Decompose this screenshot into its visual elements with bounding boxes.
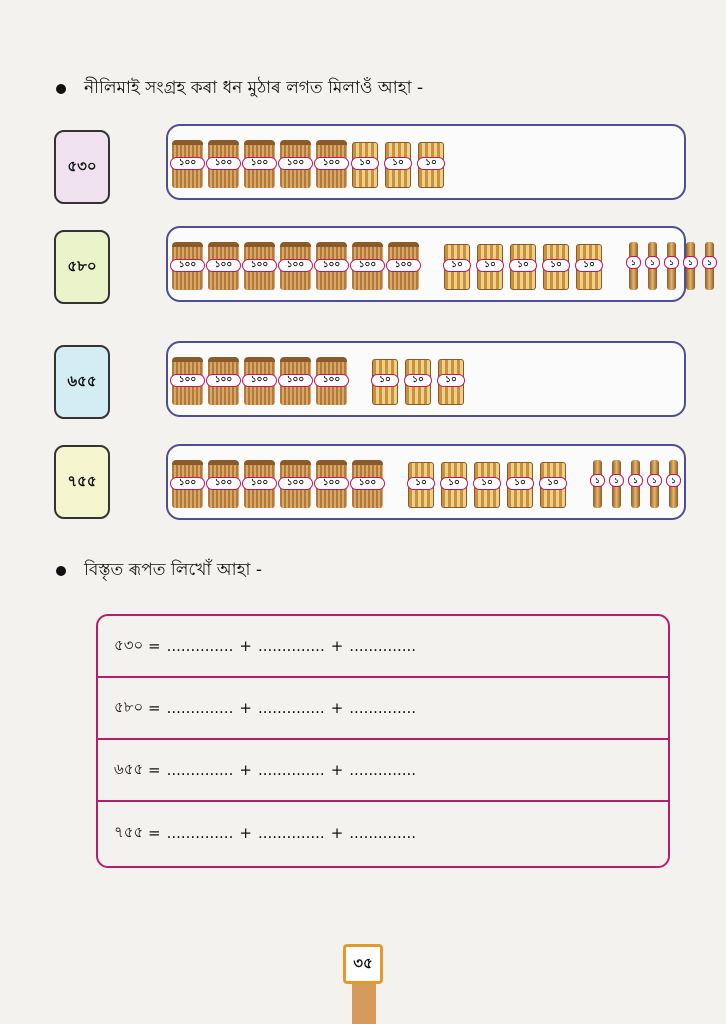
hundred-bundle <box>208 140 239 188</box>
ten-bundle <box>441 462 467 508</box>
blank-hundreds[interactable]: .............. <box>166 637 234 655</box>
hundred-bundle <box>172 242 203 290</box>
hundred-bundle-label: ১০০ <box>170 477 205 490</box>
hundred-bundle <box>280 357 311 405</box>
single-stick <box>686 242 695 290</box>
ten-bundle <box>372 359 398 405</box>
ten-bundle <box>408 462 434 508</box>
hundred-bundle <box>244 460 275 508</box>
plus-sign: + <box>239 761 252 779</box>
hundred-bundle-label: ১০০ <box>314 157 349 170</box>
ten-bundle-label: ১০ <box>437 374 465 387</box>
ten-bundle-label: ১০ <box>539 477 567 490</box>
single-stick-label: ১ <box>628 474 643 487</box>
ten-bundle <box>477 244 503 290</box>
single-stick <box>648 242 657 290</box>
ten-bundle-label: ১০ <box>384 157 412 170</box>
hundred-bundle <box>316 460 347 508</box>
single-stick <box>705 242 714 290</box>
row-number: ৭৫৫ <box>114 822 144 841</box>
equals-sign: = <box>148 824 161 842</box>
number-tile[interactable]: ৫৩০ <box>54 130 110 204</box>
hundred-bundle-label: ১০০ <box>314 477 349 490</box>
hundred-bundle-label: ১০০ <box>170 374 205 387</box>
hundred-bundle-label: ১০০ <box>278 157 313 170</box>
blank-hundreds[interactable]: .............. <box>166 699 234 717</box>
hundred-bundle <box>244 242 275 290</box>
ten-bundle-label: ১০ <box>509 259 537 272</box>
plus-sign: + <box>330 637 344 655</box>
hundred-bundle <box>316 357 347 405</box>
single-stick <box>612 460 621 508</box>
single-stick-label: ১ <box>645 256 660 269</box>
single-stick-label: ১ <box>666 474 681 487</box>
row-number: ৬৫৫ <box>114 759 144 778</box>
bundle-group <box>172 456 688 508</box>
bullet-dot <box>56 84 66 94</box>
hundred-bundle-label: ১০০ <box>242 157 277 170</box>
hundred-bundle <box>172 357 203 405</box>
ten-bundle <box>385 142 411 188</box>
hundred-bundle-label: ১০০ <box>350 477 385 490</box>
bundle-box[interactable] <box>166 226 713 302</box>
ten-bundle-label: ১০ <box>542 259 570 272</box>
plus-sign: + <box>239 637 252 655</box>
blank-tens[interactable]: .............. <box>257 637 325 655</box>
plus-sign: + <box>330 761 344 779</box>
hundred-bundle <box>280 140 311 188</box>
hundred-bundle-label: ১০০ <box>314 374 349 387</box>
blank-tens[interactable]: .............. <box>257 699 325 717</box>
single-stick <box>593 460 602 508</box>
hundred-bundle-label: ১০০ <box>242 477 277 490</box>
bundle-group <box>172 238 724 290</box>
equals-sign: = <box>148 761 161 779</box>
single-stick-label: ১ <box>609 474 624 487</box>
hundred-bundle <box>352 460 383 508</box>
hundred-bundle-label: ১০০ <box>386 259 421 272</box>
bundle-box[interactable] <box>166 124 686 200</box>
ten-bundle <box>540 462 566 508</box>
row-number: ৫৩০ <box>114 635 144 654</box>
hundred-bundle-label: ১০০ <box>170 259 205 272</box>
hundred-bundle <box>172 140 203 188</box>
hundred-bundle-label: ১০০ <box>206 157 241 170</box>
bundle-box[interactable] <box>166 444 686 520</box>
ten-bundle-label: ১০ <box>371 374 399 387</box>
ten-bundle-label: ১০ <box>443 259 471 272</box>
ten-bundle <box>444 244 470 290</box>
blank-ones[interactable]: .............. <box>349 824 417 842</box>
single-stick-label: ১ <box>664 256 679 269</box>
ten-bundle <box>418 142 444 188</box>
bundle-group <box>172 136 451 188</box>
hundred-bundle <box>208 357 239 405</box>
ten-bundle-label: ১০ <box>473 477 501 490</box>
ten-bundle <box>405 359 431 405</box>
equals-sign: = <box>148 699 161 717</box>
expanded-form-heading: বিস্তৃত ৰূপত লিখোঁ আহা - <box>84 560 262 580</box>
blank-ones[interactable]: .............. <box>349 637 417 655</box>
ten-bundle <box>352 142 378 188</box>
ten-bundle <box>576 244 602 290</box>
blank-ones[interactable]: .............. <box>349 699 417 717</box>
hundred-bundle-label: ১০০ <box>350 259 385 272</box>
ten-bundle-label: ১০ <box>476 259 504 272</box>
hundred-bundle <box>280 242 311 290</box>
hundred-bundle <box>172 460 203 508</box>
hundred-bundle-label: ১০০ <box>206 477 241 490</box>
bullet-dot <box>56 566 66 576</box>
hundred-bundle-label: ১০০ <box>278 477 313 490</box>
hundred-bundle <box>388 242 419 290</box>
row-number: ৫৮০ <box>114 697 144 716</box>
hundred-bundle-label: ১০০ <box>242 259 277 272</box>
ten-bundle-label: ১০ <box>417 157 445 170</box>
hundred-bundle <box>244 357 275 405</box>
hundred-bundle-label: ১০০ <box>206 374 241 387</box>
hundred-bundle <box>316 140 347 188</box>
hundred-bundle <box>244 140 275 188</box>
matching-heading: নীলিমাই সংগ্ৰহ কৰা ধন মুঠাৰ লগত মিলাওঁ আহা - <box>84 78 424 98</box>
plus-sign: + <box>239 699 252 717</box>
expanded-form-table <box>96 614 670 868</box>
blank-hundreds[interactable]: .............. <box>166 761 234 779</box>
hundred-bundle-label: ১০০ <box>278 259 313 272</box>
page-number: ৩৫ <box>343 944 383 984</box>
hundred-bundle <box>208 242 239 290</box>
expanded-row <box>98 802 668 864</box>
single-stick-label: ১ <box>683 256 698 269</box>
number-tile[interactable]: ৭৫৫ <box>54 445 110 519</box>
page-number-stand <box>352 984 376 1024</box>
hundred-bundle-label: ১০০ <box>242 374 277 387</box>
bundle-box[interactable] <box>166 341 686 417</box>
equals-sign: = <box>148 637 161 655</box>
plus-sign: + <box>330 699 344 717</box>
expanded-row <box>98 616 668 678</box>
ten-bundle-label: ১০ <box>407 477 435 490</box>
single-stick <box>629 242 638 290</box>
ten-bundle <box>510 244 536 290</box>
single-stick-label: ১ <box>626 256 641 269</box>
ten-bundle <box>507 462 533 508</box>
ten-bundle-label: ১০ <box>351 157 379 170</box>
ten-bundle <box>474 462 500 508</box>
number-tile[interactable]: ৬৫৫ <box>54 345 110 419</box>
hundred-bundle-label: ১০০ <box>278 374 313 387</box>
hundred-bundle-label: ১০০ <box>314 259 349 272</box>
single-stick <box>667 242 676 290</box>
expanded-row <box>98 678 668 740</box>
ten-bundle-label: ১০ <box>506 477 534 490</box>
number-tile[interactable]: ৫৮০ <box>54 230 110 304</box>
blank-tens[interactable]: .............. <box>257 824 325 842</box>
hundred-bundle-label: ১০০ <box>170 157 205 170</box>
hundred-bundle <box>208 460 239 508</box>
plus-sign: + <box>239 824 252 842</box>
blank-hundreds[interactable]: .............. <box>166 824 234 842</box>
single-stick-label: ১ <box>590 474 605 487</box>
expanded-row <box>98 740 668 802</box>
hundred-bundle-label: ১০০ <box>206 259 241 272</box>
ten-bundle-label: ১০ <box>575 259 603 272</box>
single-stick-label: ১ <box>647 474 662 487</box>
single-stick-label: ১ <box>702 256 717 269</box>
single-stick <box>669 460 678 508</box>
ten-bundle-label: ১০ <box>404 374 432 387</box>
ten-bundle <box>438 359 464 405</box>
blank-tens[interactable]: .............. <box>257 761 325 779</box>
hundred-bundle <box>352 242 383 290</box>
ten-bundle <box>543 244 569 290</box>
hundred-bundle <box>280 460 311 508</box>
plus-sign: + <box>330 824 344 842</box>
single-stick <box>650 460 659 508</box>
hundred-bundle <box>316 242 347 290</box>
bundle-group <box>172 353 471 405</box>
ten-bundle-label: ১০ <box>440 477 468 490</box>
single-stick <box>631 460 640 508</box>
blank-ones[interactable]: .............. <box>349 761 417 779</box>
